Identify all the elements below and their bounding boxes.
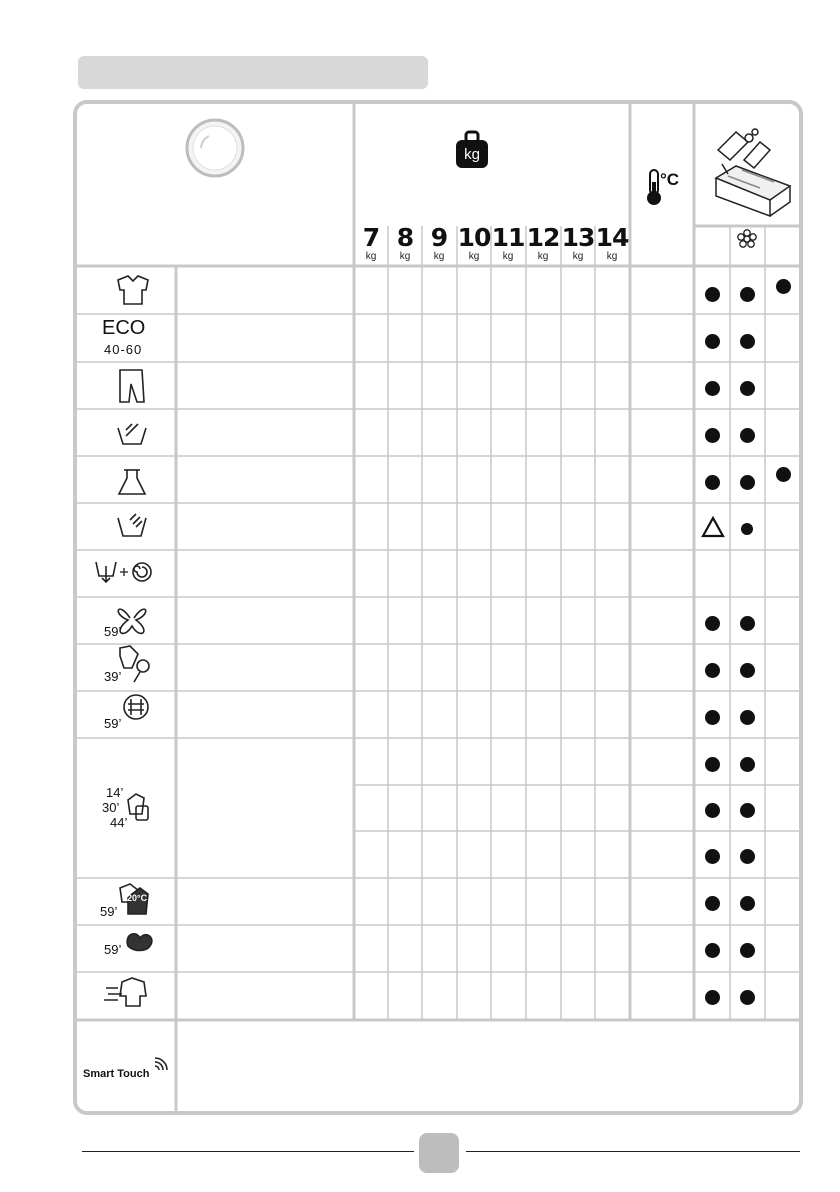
load-capacity-unit: kg — [433, 251, 445, 262]
detergent-drawer-icon — [716, 129, 790, 216]
detergent-dot-drum-clean-1 — [705, 475, 720, 490]
thermometer-icon — [647, 170, 661, 205]
detergent-dot-jeans-2 — [740, 381, 755, 396]
eco-program-label: ECO — [102, 317, 146, 339]
detergent-dot-rapid-14-1 — [705, 757, 720, 772]
detergent-dot-mix-20c-59-1 — [705, 896, 720, 911]
load-capacity-value: 7 — [362, 223, 380, 252]
detergent-dot-delicate-59-1 — [705, 616, 720, 631]
softener-flower-icon — [738, 230, 756, 247]
load-capacity-value: 14 — [595, 223, 629, 252]
rinse-icon — [118, 514, 146, 536]
detergent-dot-wool-39-1 — [705, 663, 720, 678]
load-capacity-value: 11 — [491, 223, 525, 252]
detergent-dot-sportswear-1 — [705, 990, 720, 1005]
jeans-icon — [120, 370, 144, 402]
detergent-dot-drum-clean-3 — [776, 467, 791, 482]
detergent-dot-mix-20c-59-2 — [740, 896, 755, 911]
sportswear-icon — [104, 978, 146, 1006]
load-capacity-value: 10 — [457, 223, 491, 252]
page-number-tab — [419, 1133, 459, 1173]
delicate-butterfly-icon — [118, 609, 145, 633]
detergent-dot-shirts-2 — [740, 287, 755, 302]
load-capacity-unit: kg — [399, 251, 411, 262]
detergent-dot-hand-wash-1 — [705, 428, 720, 443]
detergent-dot-eco-40-60-2 — [740, 334, 755, 349]
load-capacity-unit: kg — [606, 251, 618, 262]
detergent-dot-rinse-2 — [741, 523, 753, 535]
detergent-dot-hygiene-59-2 — [740, 710, 755, 725]
rapid-icon — [128, 794, 148, 820]
detergent-dot-wool-39-2 — [740, 663, 755, 678]
load-capacity-unit: kg — [502, 251, 514, 262]
load-capacity-value: 8 — [396, 223, 414, 252]
detergent-dot-cotton-59-1 — [705, 943, 720, 958]
load-capacity-value: 9 — [430, 223, 448, 252]
rapid-44-label: 44’ — [110, 815, 128, 830]
detergent-dot-delicate-59-2 — [740, 616, 755, 631]
delicate-time-label: 59’ — [104, 624, 122, 639]
detergent-dot-rapid-14-2 — [740, 757, 755, 772]
footer-line-right — [466, 1151, 800, 1152]
weight-unit-label: kg — [464, 146, 480, 163]
rinse-triangle-marker — [703, 518, 723, 536]
smart-touch-signal-icon — [155, 1058, 167, 1070]
program-knob-icon — [187, 120, 243, 176]
shirts-icon — [118, 276, 148, 304]
drain-spin-icon — [96, 562, 151, 582]
hygiene-icon — [124, 695, 148, 719]
load-capacity-unit: kg — [537, 251, 549, 262]
hygiene-time-label: 59’ — [104, 716, 122, 731]
detergent-dot-rapid-30-2 — [740, 803, 755, 818]
mix-temperature-label: 20°C — [127, 893, 148, 903]
detergent-dot-rapid-30-1 — [705, 803, 720, 818]
detergent-dot-rapid-44-1 — [705, 849, 720, 864]
detergent-dot-shirts-3 — [776, 279, 791, 294]
wool-time-label: 39’ — [104, 669, 122, 684]
load-capacity-unit: kg — [365, 251, 377, 262]
mix-time-label: 59’ — [100, 904, 118, 919]
wool-icon — [120, 646, 149, 682]
detergent-dot-hand-wash-2 — [740, 428, 755, 443]
load-capacity-value: 13 — [561, 223, 595, 252]
load-capacity-unit: kg — [468, 251, 480, 262]
load-capacity-unit: kg — [572, 251, 584, 262]
detergent-dot-drum-clean-2 — [740, 475, 755, 490]
cotton-icon — [127, 934, 152, 951]
detergent-dot-eco-40-60-1 — [705, 334, 720, 349]
detergent-dot-shirts-1 — [705, 287, 720, 302]
detergent-dot-jeans-1 — [705, 381, 720, 396]
detergent-dot-sportswear-2 — [740, 990, 755, 1005]
detergent-dot-cotton-59-2 — [740, 943, 755, 958]
eco-program-range: 40-60 — [104, 342, 143, 357]
smart-touch-label: Smart Touch — [83, 1068, 150, 1080]
hand-wash-icon — [118, 424, 146, 444]
load-capacity-value: 12 — [526, 223, 560, 252]
rapid-30-label: 30’ — [102, 800, 120, 815]
drum-clean-icon — [119, 470, 145, 494]
detergent-dot-hygiene-59-1 — [705, 710, 720, 725]
rapid-14-label: 14’ — [106, 785, 124, 800]
cotton-time-label: 59’ — [104, 942, 122, 957]
temperature-unit-label: °C — [660, 170, 680, 189]
detergent-dot-rapid-44-2 — [740, 849, 755, 864]
footer-line-left — [82, 1151, 414, 1152]
